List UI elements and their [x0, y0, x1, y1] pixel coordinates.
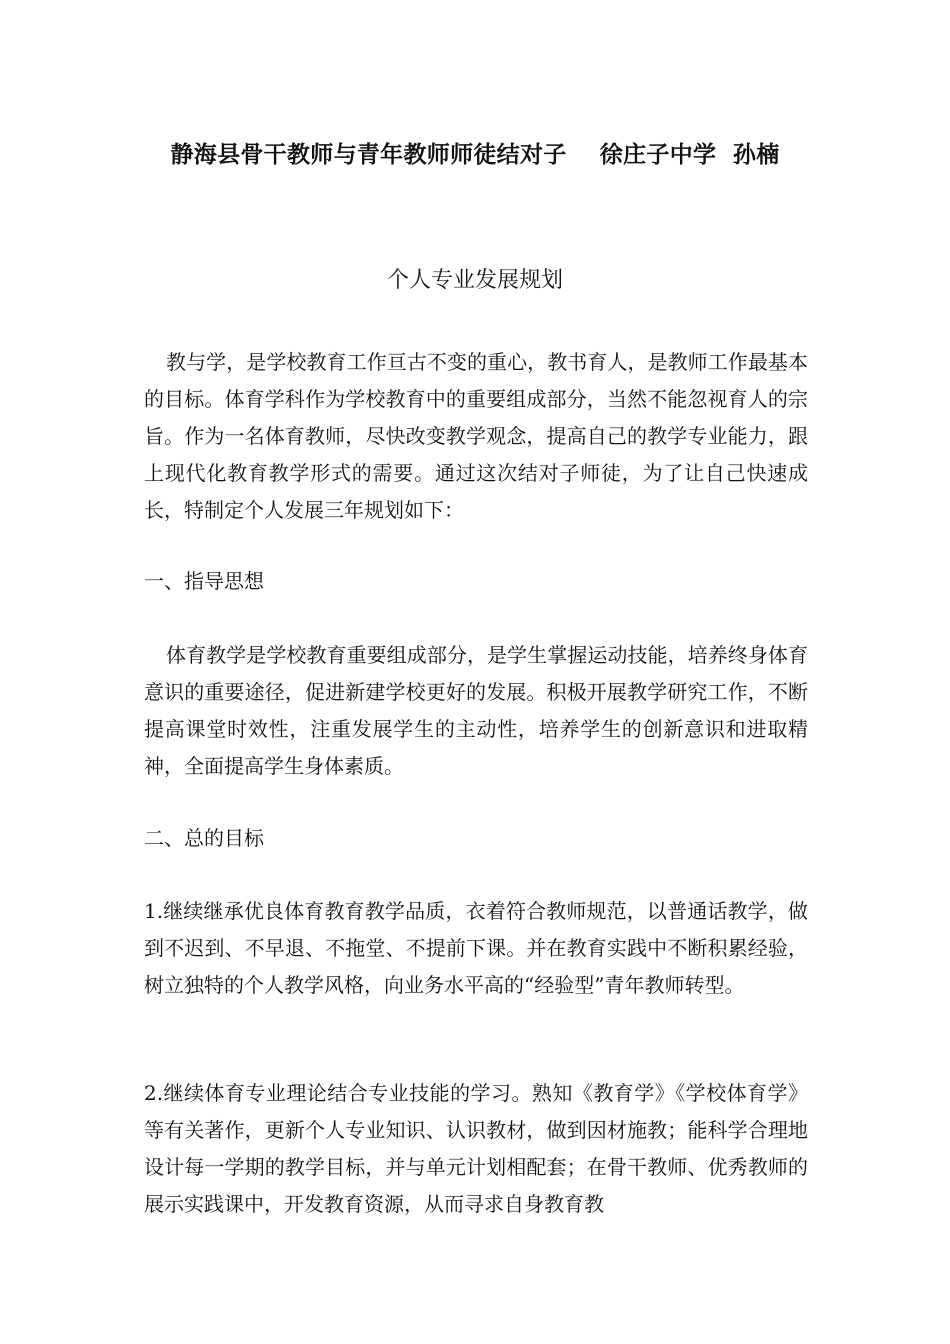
section-1-title: 一、指导思想 — [144, 569, 264, 593]
section-1-paragraph: 体育教学是学校教育重要组成部分，是学生掌握运动技能，培养终身体育意识的重要途径，促进新建学校更好的发展。积极开展教学研究工作，不断提高课堂时效性，注重发展学生的主动性，培养学生的创新意识和进取精神，全面提高学生身体素质。 — [144, 643, 808, 778]
intro-paragraph: 教与学，是学校教育工作亘古不变的重心，教书育人，是教师工作最基本的目标。体育学科作为学校教育中的重要组成部分，当然不能忽视育人的宗旨。作为一名体育教师，尽快改变教学观念，提高自己的教学专业能力，跟上现代化教育教学形式的需要。通过这次结对子师徒，为了让自己快速成长，特制定个人发展三年规划如下： — [144, 350, 808, 522]
document-subtitle: 个人专业发展规划 — [386, 268, 563, 293]
goal-2-paragraph: 2.继续体育专业理论结合专业技能的学习。熟知《教育学》《学校体育学》等有关著作，更新个人专业知识、认识教材，做到因材施教；能科学合理地设计每一学期的教学目标，并与单元计划相配套；在骨干教师、优秀教师的展示实践课中，开发教育资源，从而寻求自身教育教 — [144, 1081, 808, 1216]
document-heading: 静海县骨干教师与青年教师师徒结对子 徐庄子中学 孙楠 — [170, 141, 780, 168]
goal-1-paragraph: 1.继续继承优良体育教育教学品质，衣着符合教师规范，以普通话教学，做到不迟到、不早退、不拖堂、不提前下课。并在教育实践中不断积累经验，树立独特的个人教学风格，向业务水平高的“经验型”青年教师转型。 — [144, 899, 808, 997]
section-2-title: 二、总的目标 — [144, 826, 264, 850]
